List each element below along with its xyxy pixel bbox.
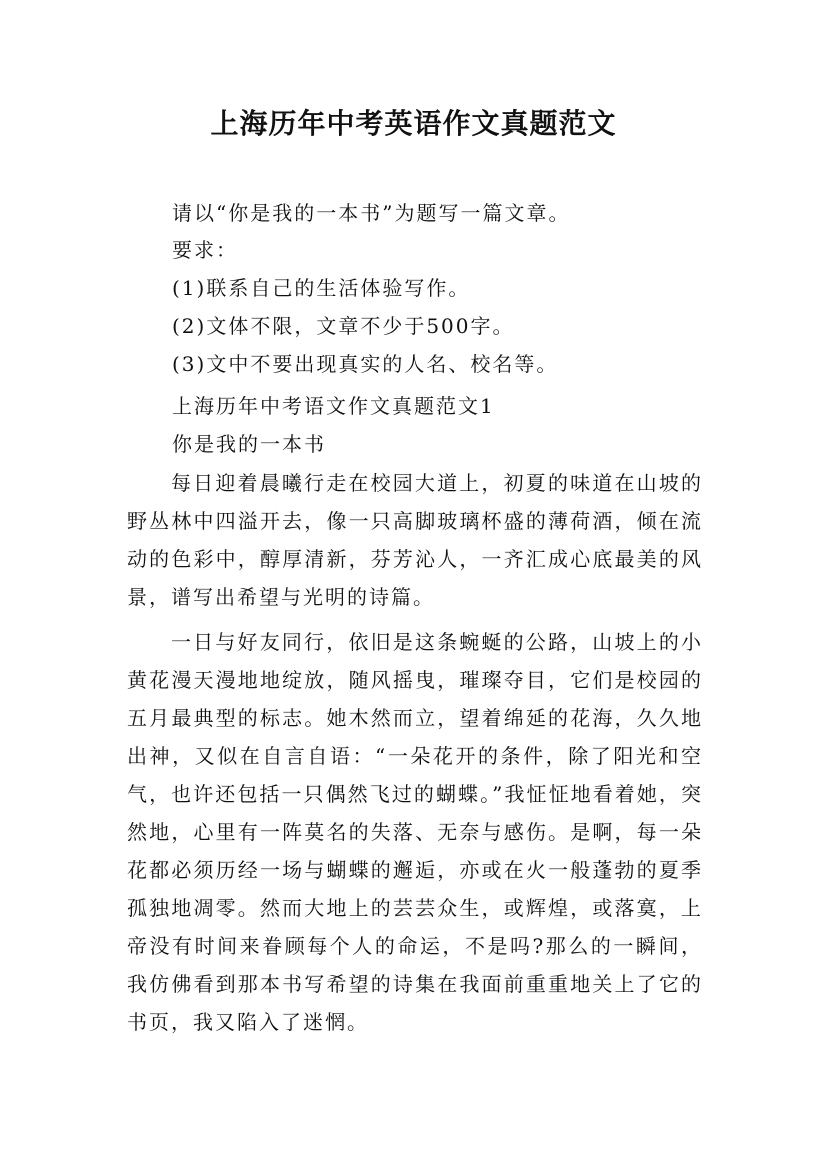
prompt-instruction: 请以“你是我的一本书”为题写一篇文章。: [172, 201, 571, 225]
document-title: 上海历年中考英语作文真题范文: [210, 107, 617, 140]
requirement-item: (2)文体不限，文章不少于500字。: [172, 314, 515, 338]
requirement-item: (1)联系自己的生活体验写作。: [172, 276, 471, 300]
requirements-label: 要求：: [172, 238, 238, 262]
essay-paragraph: 一日与好友同行，依旧是这条蜿蜒的公路，山坡上的小黄花漫天漫地地绽放，随风摇曳，璀璨夺目，它们是校园的五月最典型的标志。她木然而立，望着绵延的花海，久久地出神，又似在自言自语：“一朵花开的条件，除了阳光和空气，也许还包括一只偶然飞过的蝴蝶。”我怔怔地看着她，突然地，心里有一阵莫名的失落、无奈与感伤。是啊，每一朵花都必须历经一场与蝴蝶的邂逅，亦或在火一般蓬勃的夏季孤独地凋零。然而大地上的芸芸众生，或辉煌，或落寞，上帝没有时间来眷顾每个人的命运，不是吗?那么的一瞬间，我仿佛看到那本书写希望的诗集在我面前重重地关上了它的书页，我又陷入了迷惘。: [127, 630, 703, 1034]
essay-paragraph: 每日迎着晨曦行走在校园大道上，初夏的味道在山坡的野丛林中四溢开去，像一只高脚玻璃杯盛的薄荷酒，倾在流动的色彩中，醇厚清新，芬芳沁人，一齐汇成心底最美的风景，谱写出希望与光明的诗篇。: [127, 471, 703, 609]
requirement-item: (3)文中不要出现真实的人名、校名等。: [172, 352, 559, 376]
sample-heading: 上海历年中考语文作文真题范文1: [172, 394, 495, 418]
essay-title: 你是我的一本书: [172, 432, 326, 456]
